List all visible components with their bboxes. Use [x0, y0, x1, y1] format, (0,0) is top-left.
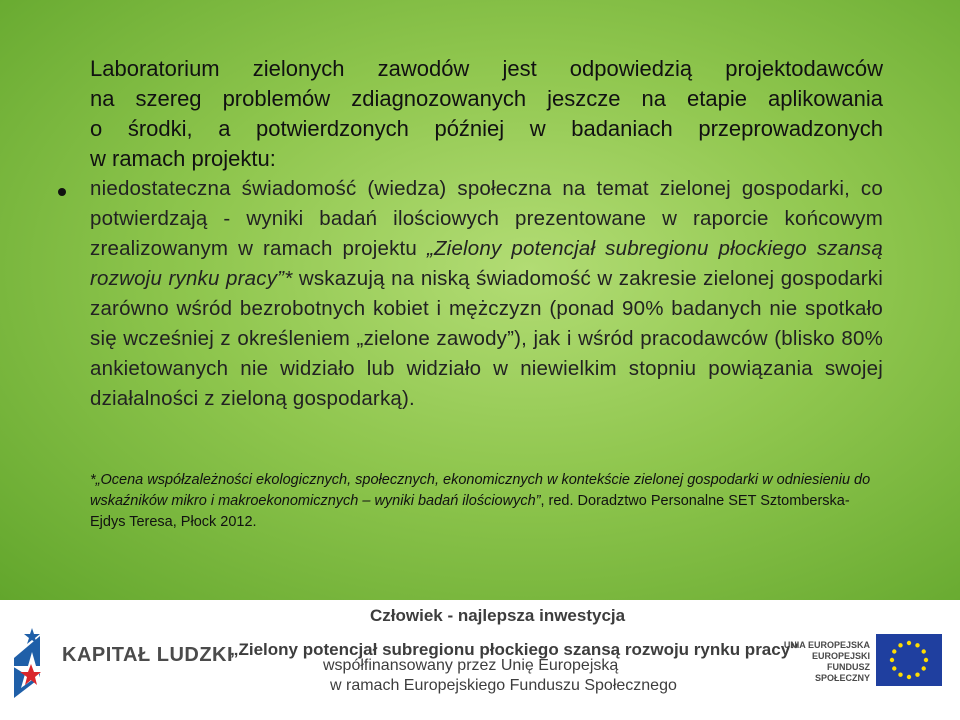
eu-star-icon — [898, 643, 902, 647]
footer-fund: w ramach Europejskiego Funduszu Społecznego — [330, 677, 677, 694]
bullet-text-before: niedostateczna świadomość (wiedza) społeczna na temat zielonej gospodarki, co potwierdzają - wyniki badań ilościowych prezentowane w raporcie końcowym zrealizowanym w ramach projektu — [90, 177, 883, 260]
footnote-rest: , red. Doradztwo Personalne SET Sztomberska-Ejdys Teresa, Płock 2012. — [90, 493, 850, 530]
eu-star-icon — [922, 666, 926, 670]
eu-label-line: EUROPEJSKI — [811, 651, 870, 661]
footnote — [90, 470, 883, 533]
intro-line: w ramach projektu: — [90, 146, 276, 171]
eu-star-icon — [898, 673, 902, 677]
footer-project-title: „Zielony potencjał subregionu płockiego szansą rozwoju rynku pracy” — [230, 640, 799, 659]
eu-flag-icon — [876, 634, 942, 686]
footer-cofinanced: współfinansowany przez Unię Europejską — [323, 657, 619, 674]
intro-line: o środki, a potwierdzonych później w badaniach przeprowadzonych — [90, 116, 883, 141]
eu-star-icon — [915, 673, 919, 677]
eu-star-icon — [915, 643, 919, 647]
eu-label-line: UNIA EUROPEJSKA — [783, 640, 870, 650]
eu-label-line: FUNDUSZ SPOŁECZNY — [814, 662, 870, 683]
eu-star-icon — [924, 658, 928, 662]
intro-line: Laboratorium zielonych zawodów jest odpowiedzią projektodawców — [90, 56, 883, 81]
eu-star-icon — [892, 666, 896, 670]
footer-slogan: Człowiek - najlepsza inwestycja — [370, 606, 626, 625]
eu-star-icon — [892, 649, 896, 653]
bullet-dot-icon — [58, 188, 66, 196]
intro-paragraph — [90, 54, 883, 174]
eu-star-icon — [922, 649, 926, 653]
eu-label — [782, 640, 870, 684]
bullet-text-after: wskazują na niską świadomość w zakresie zielonej gospodarki zarówno wśród bezrobotnych kobiet i mężczyzn (ponad 90% badanych nie spotkało się wcześniej z określeniem „zielone zawody”), jak i wśród pracodawców (blisko 80% ankietowanych nie widziało lub widziało w niewielkim stopniu powiązania swojej działalności z zieloną gospodarką). — [90, 267, 883, 410]
kapital-ludzki-logo-icon — [10, 628, 50, 698]
bullet-text — [90, 174, 883, 414]
footnote-title: *„Ocena współzależności ekologicznych, społecznych, ekonomicznych w kontekście zielonej gospodarki w odniesieniu do wskaźników mikro i makroekonomicznych – wyniki badań ilościowych” — [90, 472, 871, 509]
eu-star-icon — [907, 675, 911, 679]
eu-star-icon — [890, 658, 894, 662]
bullet-item — [58, 174, 883, 414]
eu-star-icon — [907, 641, 911, 645]
intro-line: na szereg problemów zdiagnozowanych jeszcze na etapie aplikowania — [90, 86, 883, 111]
kapital-ludzki-text: KAPITAŁ LUDZKI — [62, 644, 234, 666]
report-title: „Zielony potencjał subregionu płockiego szansą rozwoju rynku pracy”* — [90, 237, 883, 290]
